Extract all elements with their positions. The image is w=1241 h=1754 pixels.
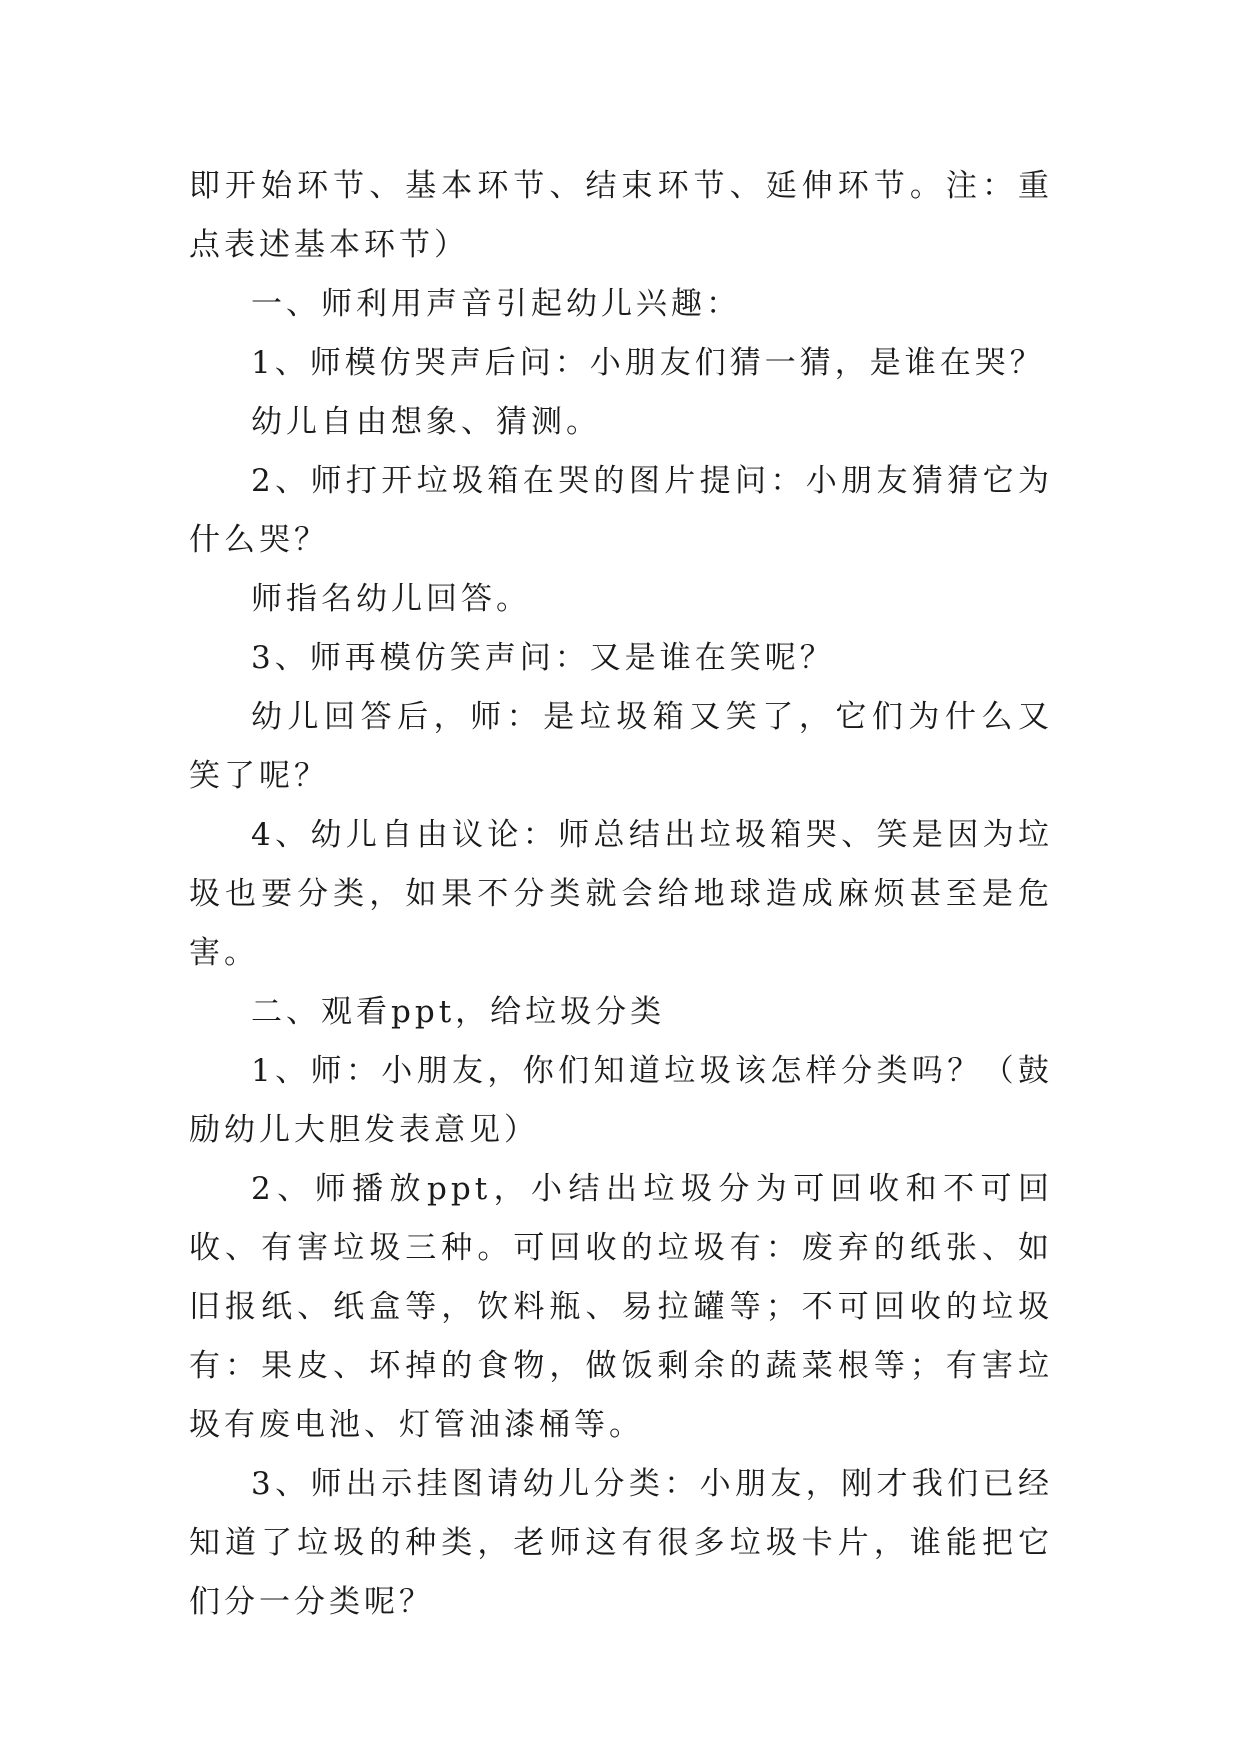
paragraph-continuation: 即开始环节、基本环节、结束环节、延伸环节。注：重点表述基本环节） [189,168,1053,263]
section-heading-2: 二、观看ppt，给垃圾分类 [251,994,666,1030]
paragraph: 1、师：小朋友，你们知道垃圾该怎样分类吗？（鼓励幼儿大胆发表意见） [189,1053,1053,1148]
paragraph: 3、师再模仿笑声问：又是谁在笑呢？ [251,640,835,676]
paragraph: 4、幼儿自由议论：师总结出垃圾箱哭、笑是因为垃圾也要分类，如果不分类就会给地球造成麻烦甚至是危害。 [189,817,1053,971]
paragraph: 2、师播放ppt，小结出垃圾分为可回收和不可回收、有害垃圾三种。可回收的垃圾有：废弃的纸张、如旧报纸、纸盒等，饮料瓶、易拉罐等；不可回收的垃圾有：果皮、坏掉的食物，做饭剩余的蔬菜根等；有害垃圾有废电池、灯管油漆桶等。 [189,1171,1053,1443]
section-heading-1: 一、师利用声音引起幼儿兴趣： [251,286,741,322]
document-body [189,157,1053,1632]
paragraph: 师指名幼儿回答。 [251,581,531,617]
paragraph: 1、师模仿哭声后问：小朋友们猜一猜，是谁在哭？ [251,345,1045,381]
paragraph: 幼儿自由想象、猜测。 [251,404,601,440]
paragraph: 2、师打开垃圾箱在哭的图片提问：小朋友猜猜它为什么哭？ [189,463,1053,558]
paragraph: 3、师出示挂图请幼儿分类：小朋友，刚才我们已经知道了垃圾的种类，老师这有很多垃圾卡片，谁能把它们分一分类呢？ [189,1466,1053,1620]
paragraph: 幼儿回答后，师：是垃圾箱又笑了，它们为什么又笑了呢？ [189,699,1053,794]
